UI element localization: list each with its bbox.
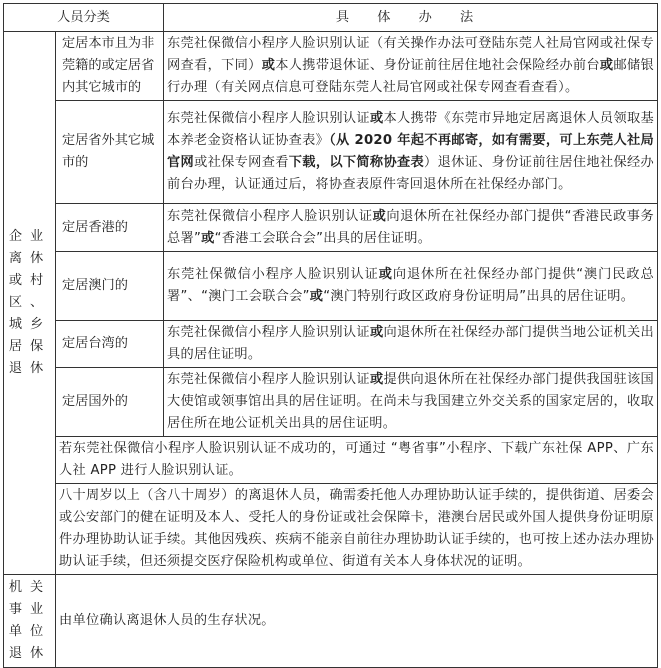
enterprise-category-label: 企业离休或村区、城乡居保退休	[8, 229, 52, 376]
text-segment: 东莞社保微信小程序人脸识别认证	[167, 208, 373, 224]
emphasis-text: 或	[372, 208, 387, 224]
method-cell	[164, 321, 658, 368]
institution-category-label: 机关事业单位退休	[8, 580, 52, 661]
text-segment: 向退休所在社保经办部门提供当地公证机关出具的居住证明。	[167, 325, 654, 362]
table-row	[4, 321, 658, 368]
text-segment: 东莞社保微信小程序人脸识别认证（有关操作办法可登陆东莞人社局官网或社保专网查看，下同）	[167, 36, 654, 73]
text-segment: “香港工会联合会”出具的居住证明。	[214, 230, 432, 246]
region-cell: 定居澳门的	[56, 252, 164, 321]
emphasis-text: 或	[378, 267, 393, 282]
table-row	[4, 32, 658, 101]
text-segment: 或社保专网查看	[194, 155, 289, 170]
emphasis-text: 或	[599, 58, 614, 73]
text-segment: 提供向退休所在社保经办部门提供我国驻该国大使馆或领事馆出具的居住证明。在尚未与我国建立外交关系的国家定居的，收取居住所在地公证机关出具的居住证明。	[167, 372, 654, 431]
method-cell	[164, 252, 658, 321]
text-segment: 向退休所在社保经办部门提供“香港民政事务总署”	[167, 208, 654, 246]
face-recognition-fallback-note: 若东莞社保微信小程序人脸识别认证不成功的，可通过 “粤省事”小程序、下载广东社保 APP、广东人社 APP 进行人脸识别认证。	[56, 437, 658, 484]
text-segment: 东莞社保微信小程序人脸识别认证	[167, 372, 370, 387]
institution-category-cell	[4, 575, 56, 668]
region-cell: 定居本市且为非莞籍的或定居省内其它城市的	[56, 32, 164, 101]
text-segment: 本人携带退休证、身份证前往居住地社会保险经办前台	[275, 58, 600, 73]
text-segment: 邮储银行办理（有关网点信息可登陆东莞人社局官网或社保专网查看查看）。	[167, 58, 654, 95]
method-cell	[164, 101, 658, 204]
elderly-assist-note: 八十周岁以上（含八十周岁）的离退休人员，确需委托他人办理协助认证手续的，提供街道、居委会或公安部门的健在证明及本人、受托人的身份证或社会保障卡，港澳台居民或外国人提供身份证明原件办理协助认证手续。其他因残疾、疾病不能亲自前往办理协助认证手续的，也可按上述办法办理协助认证手续，但还须提交医疗保险机构或单位、街道有关本人身体状况的证明。	[56, 484, 658, 575]
emphasis-text: 或	[309, 289, 324, 304]
region-cell: 定居国外的	[56, 368, 164, 437]
emphasis-text: （从 2020 年起不再邮寄，如有需要，可上东莞人社局官网	[167, 133, 654, 170]
institution-method-cell: 由单位确认离退休人员的生存状况。	[56, 575, 658, 668]
method-cell	[164, 204, 658, 252]
text-segment: “澳门特别行政区政府身份证明局”出具的居住证明。	[323, 289, 635, 304]
emphasis-text: 或	[201, 230, 215, 246]
table-row	[4, 437, 658, 484]
emphasis-text: 或	[369, 325, 384, 340]
text-segment: 东莞社保微信小程序人脸识别认证	[167, 325, 370, 340]
text-segment: 东莞社保微信小程序人脸识别认证	[167, 111, 370, 126]
text-segment: 东莞社保微信小程序人脸识别认证	[167, 267, 379, 282]
region-cell: 定居省外其它城市的	[56, 101, 164, 204]
certification-methods-table	[3, 3, 658, 668]
enterprise-category-cell	[4, 32, 56, 575]
table-row	[4, 252, 658, 321]
emphasis-text: 或	[369, 111, 384, 126]
text-segment: 本人携带《东莞市异地定居离退休人员领取基本养老金资格认证协查表》	[167, 111, 654, 148]
text-segment: ）退休证、身份证前往居住地社保经办前台办理，认证通过后，将协查表原件寄回退休所在社保经办部门。	[167, 155, 654, 192]
method-cell	[164, 32, 658, 101]
table-row	[4, 204, 658, 252]
table-row	[4, 368, 658, 437]
header-method: 具 体 办 法	[164, 4, 658, 32]
table-header-row	[4, 4, 658, 32]
table-row	[4, 484, 658, 575]
region-cell: 定居台湾的	[56, 321, 164, 368]
header-category: 人员分类	[4, 4, 164, 32]
emphasis-text: 或	[369, 372, 384, 387]
table-row	[4, 101, 658, 204]
method-cell	[164, 368, 658, 437]
region-cell: 定居香港的	[56, 204, 164, 252]
emphasis-text: 或	[261, 58, 276, 73]
emphasis-text: 下载，以下简称协查表	[288, 155, 425, 170]
text-segment: 向退休所在社保经办部门提供“澳门民政总署”、“澳门工会联合会”	[167, 267, 654, 304]
table-row	[4, 575, 658, 668]
